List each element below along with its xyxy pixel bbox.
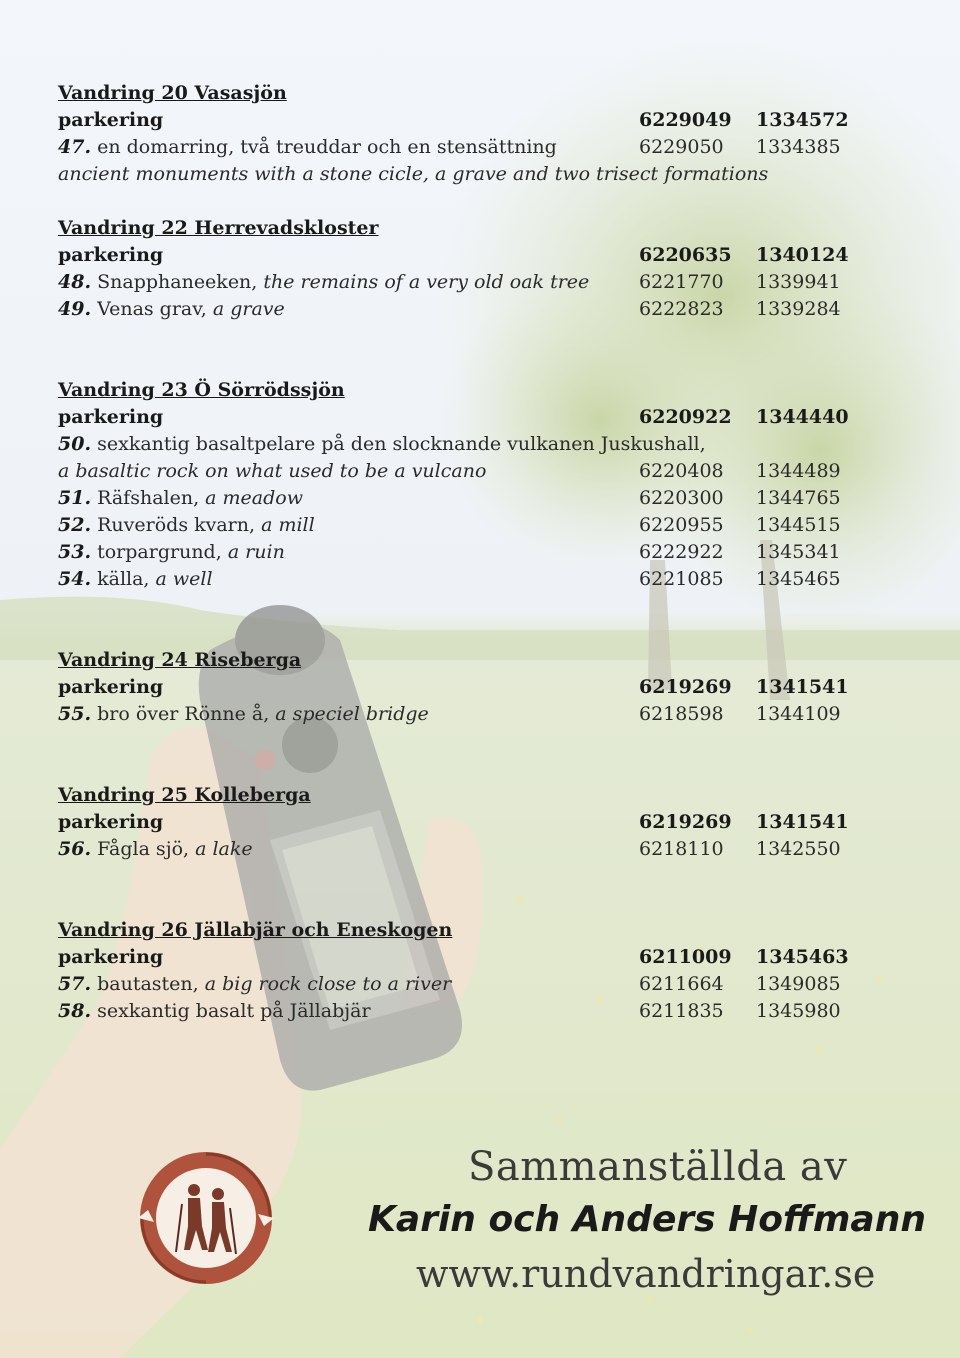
east-coordinate: 1342550 [756, 838, 841, 860]
north-coordinate: 6218110 [639, 838, 724, 860]
waypoint-row [58, 134, 858, 161]
walk-section [58, 782, 858, 863]
credits [368, 1140, 926, 1302]
waypoint-number: 57. [58, 973, 92, 995]
walk-section [58, 917, 858, 1025]
north-coordinate: 6229049 [639, 109, 732, 131]
north-coordinate: 6218598 [639, 703, 724, 725]
waypoint-number: 58. [58, 1000, 92, 1022]
north-coordinate: 6219269 [639, 811, 732, 833]
waypoint-description: a mill [261, 514, 315, 536]
east-coordinate: 1349085 [756, 973, 841, 995]
walk-heading: Vandring 22 Herrevadskloster [58, 217, 379, 239]
waypoint-description: a well [155, 568, 213, 590]
waypoint-name: Räfshalen, [97, 487, 206, 509]
parking-label: parkering [58, 244, 164, 266]
parking-row [58, 242, 858, 269]
east-coordinate: 1345980 [756, 1000, 841, 1022]
waypoint-number: 51. [58, 487, 92, 509]
parking-row [58, 674, 858, 701]
waypoint-number: 53. [58, 541, 92, 563]
waypoint-row [58, 296, 858, 323]
east-coordinate: 1339284 [756, 298, 841, 320]
waypoint-number: 52. [58, 514, 92, 536]
parking-label: parkering [58, 406, 164, 428]
east-coordinate: 1341541 [756, 676, 849, 698]
parking-label: parkering [58, 946, 164, 968]
waypoint-name: sexkantig basaltpelare på den slocknande vulkanen Juskushall, [97, 433, 706, 455]
waypoint-description: a grave [212, 298, 285, 320]
waypoint-name: torpargrund, [97, 541, 228, 563]
waypoint-description-row [58, 458, 858, 485]
north-coordinate: 6220408 [639, 460, 724, 482]
parking-row [58, 809, 858, 836]
waypoint-name: bautasten, [97, 973, 205, 995]
website-link[interactable]: www.rundvandringar.se [416, 1252, 876, 1296]
waypoint-description: a meadow [205, 487, 303, 509]
parking-label: parkering [58, 676, 164, 698]
waypoint-number: 54. [58, 568, 92, 590]
walk-heading: Vandring 24 Riseberga [58, 649, 302, 671]
parking-row [58, 404, 858, 431]
walk-heading: Vandring 20 Vasasjön [58, 82, 287, 104]
east-coordinate: 1344515 [756, 514, 841, 536]
east-coordinate: 1344440 [756, 406, 849, 428]
east-coordinate: 1339941 [756, 271, 841, 293]
east-coordinate: 1344489 [756, 460, 841, 482]
north-coordinate: 6222823 [639, 298, 724, 320]
waypoint-row [58, 998, 858, 1025]
walk-heading: Vandring 23 Ö Sörrödssjön [58, 379, 345, 401]
north-coordinate: 6211664 [639, 973, 724, 995]
waypoint-description: a big rock close to a river [204, 973, 452, 995]
waypoint-description: ancient monuments with a stone cicle, a grave and two trisect formations [58, 163, 769, 185]
east-coordinate: 1334572 [756, 109, 849, 131]
waypoint-number: 50. [58, 433, 92, 455]
waypoint-number: 48. [58, 271, 92, 293]
waypoint-name: en domarring, två treuddar och en stensättning [97, 136, 557, 158]
waypoint-name: Ruveröds kvarn, [97, 514, 262, 536]
waypoint-row [58, 566, 858, 593]
waypoint-number: 47. [58, 136, 92, 158]
parking-label: parkering [58, 109, 164, 131]
parking-label: parkering [58, 811, 164, 833]
east-coordinate: 1340124 [756, 244, 849, 266]
east-coordinate: 1345341 [756, 541, 841, 563]
waypoint-number: 49. [58, 298, 92, 320]
north-coordinate: 6219269 [639, 676, 732, 698]
east-coordinate: 1344765 [756, 487, 841, 509]
waypoint-row [58, 431, 858, 458]
parking-row [58, 944, 858, 971]
north-coordinate: 6220922 [639, 406, 732, 428]
waypoint-description: a speciel bridge [275, 703, 429, 725]
walk-section [58, 377, 858, 593]
east-coordinate: 1341541 [756, 811, 849, 833]
walk-section [58, 215, 858, 323]
north-coordinate: 6220635 [639, 244, 732, 266]
walk-heading: Vandring 25 Kolleberga [58, 784, 311, 806]
north-coordinate: 6221085 [639, 568, 724, 590]
waypoint-row [58, 485, 858, 512]
waypoint-row [58, 971, 858, 998]
north-coordinate: 6222922 [639, 541, 724, 563]
north-coordinate: 6221770 [639, 271, 724, 293]
waypoint-name: bro över Rönne å, [97, 703, 276, 725]
waypoint-row [58, 512, 858, 539]
hikers-logo-icon [136, 1148, 276, 1288]
waypoint-name: Venas grav, [97, 298, 213, 320]
waypoint-name: Snapphaneeken, [97, 271, 264, 293]
east-coordinate: 1345463 [756, 946, 849, 968]
north-coordinate: 6211835 [639, 1000, 724, 1022]
waypoint-number: 56. [58, 838, 92, 860]
waypoint-description: a basaltic rock on what used to be a vulcano [58, 460, 487, 482]
waypoint-description: the remains of a very old oak tree [263, 271, 590, 293]
parking-row [58, 107, 858, 134]
credits-title: Sammanställda av [468, 1144, 848, 1190]
east-coordinate: 1345465 [756, 568, 841, 590]
waypoint-name: källa, [97, 568, 156, 590]
north-coordinate: 6211009 [639, 946, 732, 968]
east-coordinate: 1334385 [756, 136, 841, 158]
walk-heading: Vandring 26 Jällabjär och Eneskogen [58, 919, 453, 941]
waypoint-number: 55. [58, 703, 92, 725]
waypoint-name: Fågla sjö, [97, 838, 196, 860]
waypoint-row [58, 269, 858, 296]
east-coordinate: 1344109 [756, 703, 841, 725]
author-names: Karin och Anders Hoffmann [368, 1199, 926, 1240]
waypoint-description-row [58, 161, 858, 188]
waypoint-description: a ruin [227, 541, 285, 563]
north-coordinate: 6220955 [639, 514, 724, 536]
walk-section [58, 80, 858, 188]
waypoint-list [58, 80, 858, 1025]
north-coordinate: 6220300 [639, 487, 724, 509]
north-coordinate: 6229050 [639, 136, 724, 158]
waypoint-row [58, 539, 858, 566]
waypoint-name: sexkantig basalt på Jällabjär [97, 1000, 371, 1022]
waypoint-row [58, 836, 858, 863]
waypoint-description: a lake [195, 838, 253, 860]
waypoint-row [58, 701, 858, 728]
walk-section [58, 647, 858, 728]
